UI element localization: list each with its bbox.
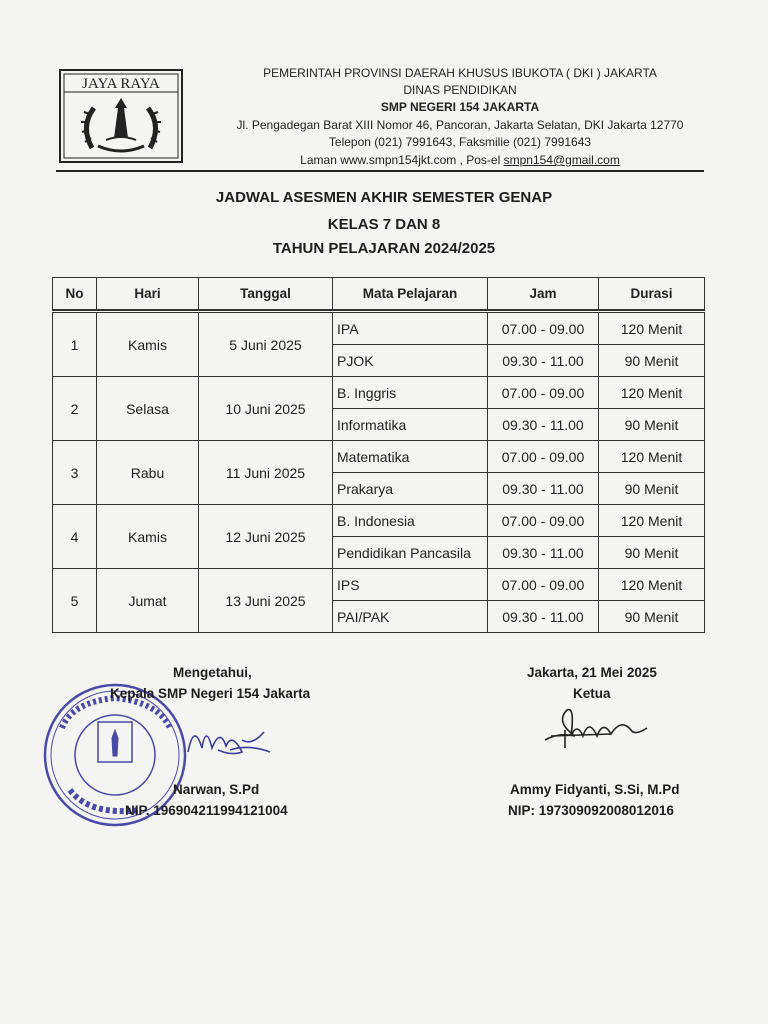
cell-hari: Kamis [97, 312, 199, 377]
cell-durasi: 120 Menit [599, 569, 705, 601]
chair-title: Ketua [573, 686, 611, 701]
table-row [53, 505, 705, 537]
cell-hari: Rabu [97, 441, 199, 505]
principal-nip: NIP. 196904211994121004 [125, 803, 288, 818]
schedule-table [52, 277, 705, 633]
header-mata-pelajaran: Mata Pelajaran [333, 278, 488, 310]
cell-mata-pelajaran: IPA [333, 312, 488, 345]
table-row [53, 569, 705, 601]
jaya-raya-logo [58, 68, 184, 164]
cell-no: 5 [53, 569, 97, 633]
letterhead-line-government: PEMERINTAH PROVINSI DAERAH KHUSUS IBUKOTA ( DKI ) JAKARTA [263, 66, 657, 80]
cell-jam: 09.30 - 11.00 [488, 409, 599, 441]
cell-durasi: 120 Menit [599, 377, 705, 409]
sign-place-date: Jakarta, 21 Mei 2025 [527, 665, 657, 680]
table-header-row [53, 278, 705, 310]
cell-mata-pelajaran: B. Inggris [333, 377, 488, 409]
principal-title: Kepala SMP Negeri 154 Jakarta [110, 686, 311, 701]
cell-mata-pelajaran: IPS [333, 569, 488, 601]
letterhead-email-link[interactable]: smpn154@gmail.com [503, 153, 620, 167]
letterhead-address: Jl. Pengadegan Barat XIII Nomor 46, Pancoran, Jakarta Selatan, DKI Jakarta 12770 [236, 118, 684, 132]
cell-jam: 07.00 - 09.00 [488, 505, 599, 537]
cell-tanggal: 12 Juni 2025 [199, 505, 333, 569]
table-row [53, 441, 705, 473]
cell-no: 1 [53, 312, 97, 377]
letterhead-school-name: SMP NEGERI 154 JAKARTA [380, 100, 540, 114]
principal-signature [170, 710, 280, 770]
cell-jam: 07.00 - 09.00 [488, 312, 599, 345]
cell-jam: 07.00 - 09.00 [488, 569, 599, 601]
cell-hari: Kamis [97, 505, 199, 569]
cell-jam: 07.00 - 09.00 [488, 441, 599, 473]
cell-mata-pelajaran: Matematika [333, 441, 488, 473]
cell-jam: 09.30 - 11.00 [488, 473, 599, 505]
cell-hari: Jumat [97, 569, 199, 633]
cell-mata-pelajaran: Prakarya [333, 473, 488, 505]
cell-durasi: 90 Menit [599, 345, 705, 377]
cell-no: 4 [53, 505, 97, 569]
cell-durasi: 90 Menit [599, 601, 705, 633]
cell-no: 2 [53, 377, 97, 441]
cell-mata-pelajaran: Pendidikan Pancasila [333, 537, 488, 569]
table-row [53, 377, 705, 409]
document-title: JADWAL ASESMEN AKHIR SEMESTER GENAP [215, 189, 553, 206]
table-row [53, 312, 705, 345]
chair-signature [535, 700, 665, 760]
cell-durasi: 120 Menit [599, 312, 705, 345]
cell-durasi: 90 Menit [599, 409, 705, 441]
cell-tanggal: 11 Juni 2025 [199, 441, 333, 505]
cell-mata-pelajaran: PJOK [333, 345, 488, 377]
cell-mata-pelajaran: PAI/PAK [333, 601, 488, 633]
cell-durasi: 90 Menit [599, 473, 705, 505]
header-jam: Jam [488, 278, 599, 310]
cell-durasi: 90 Menit [599, 537, 705, 569]
letterhead-website: Laman www.smpn154jkt.com , Pos-el [300, 153, 504, 167]
cell-tanggal: 13 Juni 2025 [199, 569, 333, 633]
letterhead-web-email [190, 151, 730, 169]
cell-jam: 09.30 - 11.00 [488, 345, 599, 377]
document-year: TAHUN PELAJARAN 2024/2025 [272, 240, 496, 257]
header-durasi: Durasi [599, 278, 705, 310]
letterhead-line-department: DINAS PENDIDIKAN [403, 83, 517, 97]
chair-nip: NIP: 197309092008012016 [508, 803, 674, 818]
cell-jam: 09.30 - 11.00 [488, 601, 599, 633]
chair-name: Ammy Fidyanti, S.Si, M.Pd [510, 782, 680, 797]
cell-no: 3 [53, 441, 97, 505]
cell-jam: 09.30 - 11.00 [488, 537, 599, 569]
cell-mata-pelajaran: B. Indonesia [333, 505, 488, 537]
cell-durasi: 120 Menit [599, 441, 705, 473]
cell-mata-pelajaran: Informatika [333, 409, 488, 441]
logo-text: JAYA RAYA [82, 76, 160, 92]
cell-durasi: 120 Menit [599, 505, 705, 537]
cell-tanggal: 5 Juni 2025 [199, 312, 333, 377]
cell-hari: Selasa [97, 377, 199, 441]
acknowledged-label: Mengetahui, [173, 665, 252, 680]
letterhead-phone: Telepon (021) 7991643, Faksmilie (021) 7991643 [328, 135, 592, 149]
header-no: No [53, 278, 97, 310]
header-hari: Hari [97, 278, 199, 310]
principal-name: Narwan, S.Pd [173, 782, 260, 797]
document-class: KELAS 7 DAN 8 [327, 216, 441, 233]
cell-jam: 07.00 - 09.00 [488, 377, 599, 409]
header-tanggal: Tanggal [199, 278, 333, 310]
cell-tanggal: 10 Juni 2025 [199, 377, 333, 441]
letterhead-divider [56, 170, 704, 172]
